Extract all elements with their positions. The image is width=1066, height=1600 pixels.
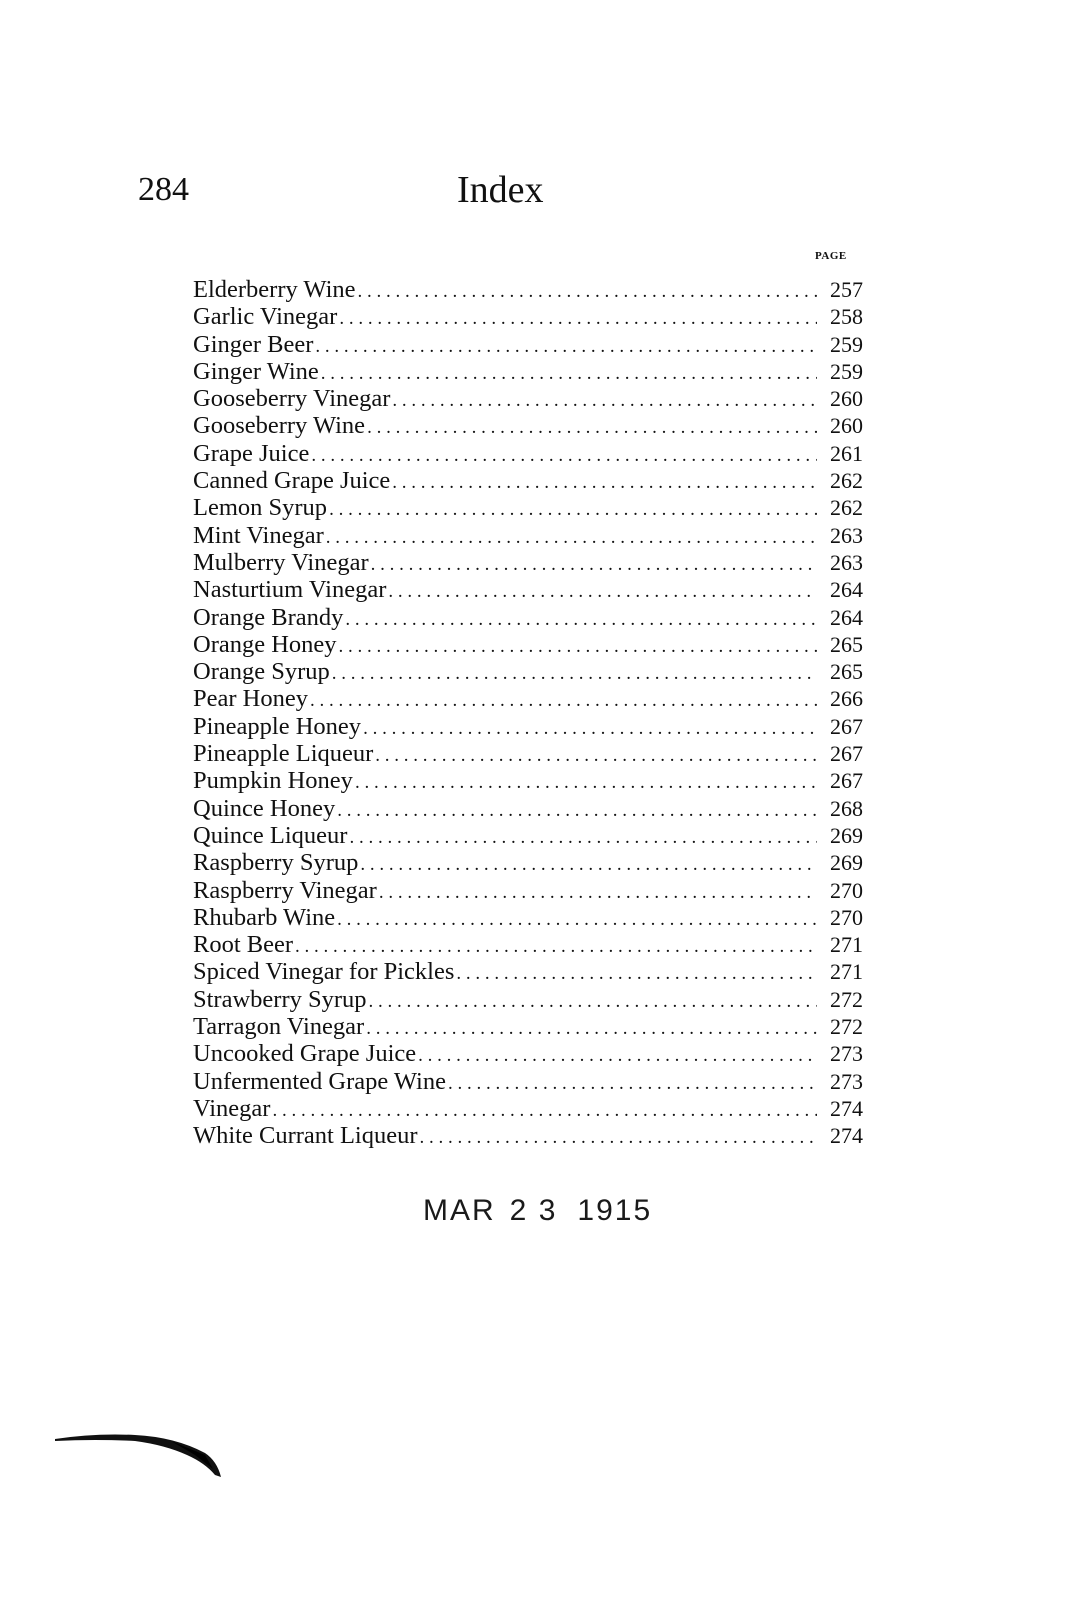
index-entry: [193, 713, 863, 740]
stamp-day: 2 3: [509, 1194, 558, 1227]
dot-leader: [327, 496, 817, 523]
entry-page-number: 265: [830, 659, 863, 685]
entry-page-number: 259: [830, 358, 863, 384]
entry-title: Unfermented Grape Wine: [193, 1067, 446, 1095]
dot-leader: [367, 988, 817, 1015]
entry-title: Strawberry Syrup: [193, 985, 367, 1013]
entry-title: White Currant Liqueur: [193, 1122, 418, 1150]
index-entry: [193, 276, 863, 303]
index-entry: [193, 331, 863, 358]
entry-page-number: 259: [830, 331, 863, 357]
index-list: [193, 276, 863, 1150]
entry-title: Root Beer: [193, 931, 294, 959]
index-entry: [193, 658, 863, 685]
index-entry: [193, 986, 863, 1013]
entry-page-number: 270: [830, 904, 863, 930]
dot-leader: [335, 797, 817, 824]
entry-page-number: 264: [830, 577, 863, 603]
index-entry: [193, 931, 863, 958]
entry-page-number: 272: [830, 1014, 863, 1040]
dot-leader: [347, 824, 817, 851]
entry-page-number: 267: [830, 713, 863, 739]
entry-title: Orange Syrup: [193, 658, 330, 686]
index-entry: [193, 522, 863, 549]
dot-leader: [319, 360, 817, 387]
entry-page-number: 260: [830, 386, 863, 412]
entry-page-number: 273: [830, 1068, 863, 1094]
entry-page-number: 267: [830, 768, 863, 794]
entry-title: Pear Honey: [193, 685, 308, 713]
dot-leader: [324, 524, 817, 551]
index-entry: [193, 549, 863, 576]
entry-title: Orange Honey: [193, 630, 337, 658]
entry-page-number: 267: [830, 741, 863, 767]
entry-title: Grape Juice: [193, 439, 310, 467]
dot-leader: [390, 387, 817, 414]
dot-leader: [418, 1124, 817, 1151]
entry-title: Pineapple Liqueur: [193, 740, 374, 768]
entry-title: Gooseberry Wine: [193, 412, 366, 440]
entry-page-number: 263: [830, 549, 863, 575]
dot-leader: [309, 442, 817, 469]
index-entry: [193, 604, 863, 631]
index-entry: [193, 904, 863, 931]
entry-title: Mint Vinegar: [193, 521, 324, 549]
index-entry: [193, 795, 863, 822]
entry-page-number: 260: [830, 413, 863, 439]
dot-leader: [335, 906, 817, 933]
index-entry: [193, 303, 863, 330]
dot-leader: [337, 633, 817, 660]
entry-title: Ginger Wine: [193, 357, 319, 385]
dot-leader: [386, 578, 817, 605]
stamp-month: MAR: [423, 1194, 496, 1227]
page-number: 284: [138, 171, 189, 208]
dot-leader: [358, 851, 817, 878]
dot-leader: [353, 769, 817, 796]
entry-title: Spiced Vinegar for Pickles: [193, 958, 455, 986]
dot-leader: [446, 1070, 817, 1097]
entry-title: Nasturtium Vinegar: [193, 576, 387, 604]
dot-leader: [373, 742, 817, 769]
index-entry: [193, 1068, 863, 1095]
index-entry: [193, 358, 863, 385]
entry-title: Lemon Syrup: [193, 494, 328, 522]
dot-leader: [308, 687, 817, 714]
index-entry: [193, 576, 863, 603]
entry-page-number: 258: [830, 304, 863, 330]
index-entry: [193, 1095, 863, 1122]
dot-leader: [454, 960, 817, 987]
entry-title: Pineapple Honey: [193, 712, 362, 740]
entry-title: Elderberry Wine: [193, 276, 356, 303]
entry-page-number: 264: [830, 604, 863, 630]
entry-page-number: 273: [830, 1041, 863, 1067]
entry-title: Raspberry Syrup: [193, 849, 359, 877]
index-entry: [193, 958, 863, 985]
entry-page-number: 271: [830, 959, 863, 985]
entry-page-number: 272: [830, 986, 863, 1012]
entry-title: Raspberry Vinegar: [193, 876, 377, 904]
index-entry: [193, 822, 863, 849]
dot-leader: [390, 469, 817, 496]
entry-title: Canned Grape Juice: [193, 467, 391, 495]
index-entry: [193, 685, 863, 712]
date-stamp: [423, 1194, 652, 1228]
index-entry: [193, 767, 863, 794]
dot-leader: [364, 1015, 817, 1042]
entry-page-number: 261: [830, 440, 863, 466]
page-blemish-mark: [55, 1425, 225, 1485]
entry-title: Rhubarb Wine: [193, 903, 336, 931]
index-entry: [193, 631, 863, 658]
dot-leader: [369, 551, 817, 578]
entry-page-number: 268: [830, 795, 863, 821]
entry-title: Vinegar: [193, 1094, 271, 1122]
dot-leader: [377, 879, 817, 906]
dot-leader: [356, 278, 817, 305]
stamp-year: 1915: [577, 1194, 653, 1227]
index-entry: [193, 1040, 863, 1067]
index-entry: [193, 385, 863, 412]
entry-title: Quince Honey: [193, 794, 336, 822]
index-entry: [193, 1013, 863, 1040]
entry-page-number: 274: [830, 1123, 863, 1149]
entry-page-number: 270: [830, 877, 863, 903]
entry-page-number: 265: [830, 631, 863, 657]
entry-page-number: 271: [830, 932, 863, 958]
dot-leader: [343, 606, 817, 633]
index-entry: [193, 1122, 863, 1149]
entry-title: Ginger Beer: [193, 330, 314, 358]
dot-leader: [330, 660, 817, 687]
entry-title: Uncooked Grape Juice: [193, 1040, 417, 1068]
page-title: Index: [457, 169, 544, 211]
entry-page-number: 262: [830, 495, 863, 521]
dot-leader: [361, 715, 817, 742]
entry-title: Orange Brandy: [193, 603, 344, 631]
entry-title: Quince Liqueur: [193, 821, 348, 849]
dot-leader: [313, 333, 817, 360]
index-entry: [193, 467, 863, 494]
index-entry: [193, 412, 863, 439]
index-entry: [193, 877, 863, 904]
dot-leader: [270, 1097, 817, 1124]
index-entry: [193, 440, 863, 467]
entry-page-number: 263: [830, 522, 863, 548]
dot-leader: [416, 1042, 817, 1069]
entry-page-number: 262: [830, 468, 863, 494]
entry-page-number: 274: [830, 1095, 863, 1121]
dot-leader: [337, 305, 817, 332]
entry-page-number: 266: [830, 686, 863, 712]
entry-title: Garlic Vinegar: [193, 303, 338, 331]
entry-page-number: 269: [830, 850, 863, 876]
entry-page-number: 269: [830, 822, 863, 848]
entry-page-number: 257: [830, 277, 863, 302]
entry-title: Pumpkin Honey: [193, 767, 353, 795]
entry-title: Tarragon Vinegar: [193, 1013, 365, 1041]
index-entry: [193, 849, 863, 876]
dot-leader: [293, 933, 817, 960]
entry-title: Mulberry Vinegar: [193, 548, 369, 576]
index-entry: [193, 740, 863, 767]
index-entry: [193, 494, 863, 521]
dot-leader: [365, 414, 817, 441]
entry-title: Gooseberry Vinegar: [193, 385, 391, 413]
page-column-label: PAGE: [815, 250, 847, 262]
